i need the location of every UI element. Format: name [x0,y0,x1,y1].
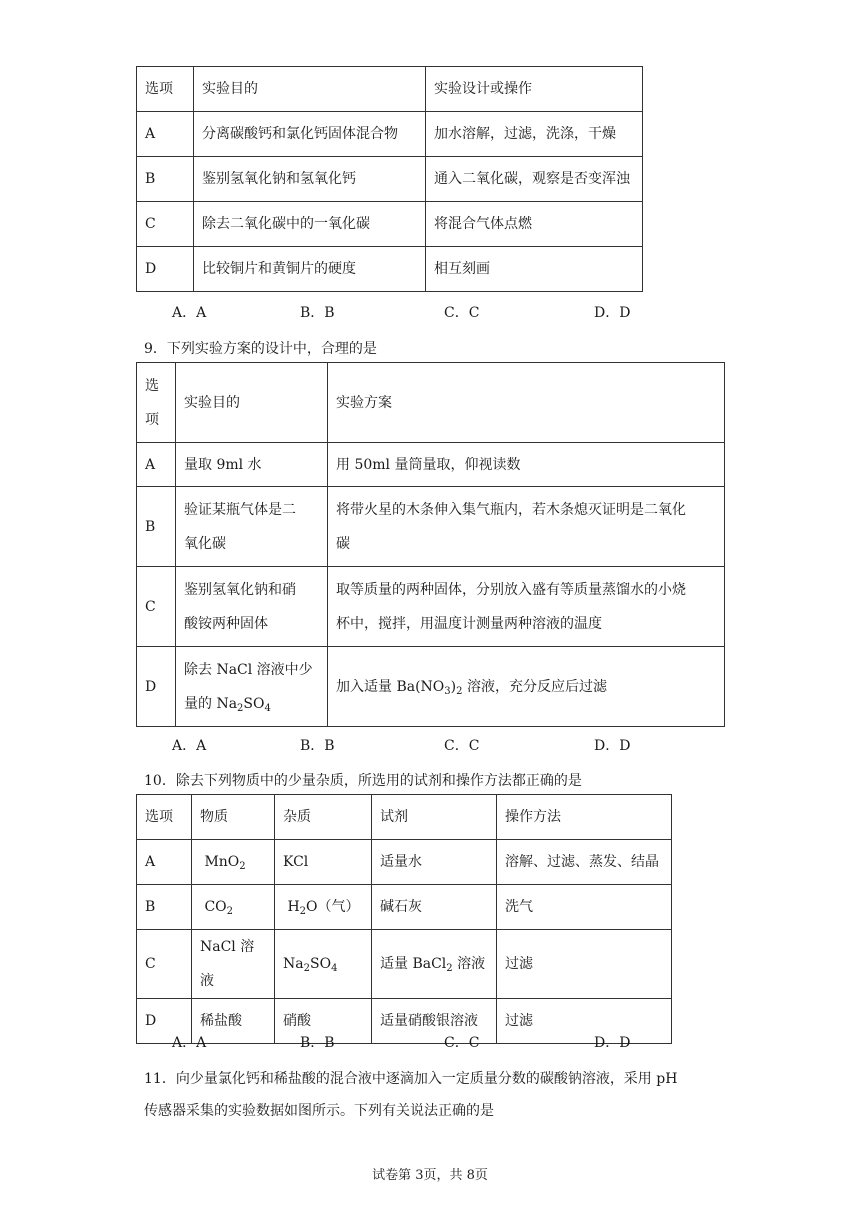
table-cell: 溶解、过滤、蒸发、结晶 [497,840,672,885]
q10-options [0,1032,860,1052]
subscript: 2 [456,685,463,697]
table-row [137,795,672,840]
table-header-cell: 选项 [137,67,194,112]
table-cell: D [137,647,176,727]
table-header-cell: 选 项 [137,363,176,443]
table-header-cell: 杂质 [275,795,372,840]
table-row [137,67,643,112]
subscript: 2 [226,906,234,917]
cell-text: 除去 NaCl 溶液中少 [184,661,313,678]
page-footer: 试卷第 3页，共 8页 [372,1168,488,1183]
table-cell: 分离碳酸钙和氯化钙固体混合物 [194,112,426,157]
cell-text: Na [283,956,304,972]
table-cell: 稀盐酸 [192,999,275,1044]
cell-text: H [287,899,300,915]
table-header-cell: 试剂 [372,795,497,840]
table-cell: A [137,112,194,157]
option-a[interactable]: A．A [172,1035,207,1051]
table-cell [372,930,497,999]
cell-text: O（气） [306,899,360,915]
subscript: 2 [237,702,244,714]
option-d[interactable]: D．D [594,738,631,754]
subscript: 2 [446,963,453,974]
table-cell: C [137,930,192,999]
table-cell: 加水溶解，过滤，洗涤，干燥 [426,112,643,157]
subscript: 2 [299,906,307,917]
table-row [137,443,725,487]
table-row [137,885,672,930]
q10-table [136,794,672,1044]
table-cell: D [137,999,192,1044]
table-header-cell: 实验设计或操作 [426,67,643,112]
q8-table [136,66,643,292]
cell-text: 适量 BaCl [380,956,447,972]
table-cell: A [137,840,192,885]
cell-text: 溶液 [452,956,486,972]
table-cell: C [137,202,194,247]
table-cell: B [137,885,192,930]
table-cell [328,647,725,727]
option-b[interactable]: B．B [300,1035,335,1051]
cell-text: CO [204,899,227,915]
table-cell: KCl [275,840,372,885]
table-cell: 将带火星的木条伸入集气瓶内，若木条熄灭证明是二氧化 碳 [328,487,725,567]
cell-text: 溶液，充分反应后过滤 [462,678,607,695]
cell-text: 量的 Na [184,695,238,712]
table-row [137,647,725,727]
q11-stem-line2: 传感器采集的实验数据如图所示。下列有关说法正确的是 [144,1103,494,1119]
q11-stem-line1: 11．向少量氯化钙和稀盐酸的混合液中逐滴加入一定质量分数的碳酸钠溶液，采用 pH [144,1071,678,1087]
table-header-cell: 选项 [137,795,192,840]
table-cell: 除去二氧化碳中的一氧化碳 [194,202,426,247]
table-cell: 相互刻画 [426,247,643,292]
table-cell: D [137,247,194,292]
table-cell: B [137,487,176,567]
option-d[interactable]: D．D [594,1035,631,1051]
table-row [137,930,672,999]
option-b[interactable]: B．B [300,738,335,754]
subscript: 2 [303,963,310,974]
table-header-cell: 实验目的 [176,363,328,443]
table-cell: C [137,567,176,647]
subscript: 3 [444,685,451,697]
table-row [137,487,725,567]
table-row [137,157,643,202]
table-row [137,567,725,647]
table-cell: 量取 9ml 水 [176,443,328,487]
table-row [137,202,643,247]
option-c[interactable]: C．C [444,305,480,321]
table-cell [192,840,275,885]
option-c[interactable]: C．C [444,1035,480,1051]
table-header-cell: 操作方法 [497,795,672,840]
table-cell: 通入二氧化碳，观察是否变浑浊 [426,157,643,202]
option-a[interactable]: A．A [172,305,207,321]
table-cell: 鉴别氢氧化钠和氢氧化钙 [194,157,426,202]
table-cell: 适量水 [372,840,497,885]
table-row [137,247,643,292]
option-a[interactable]: A．A [172,738,207,754]
table-cell: 鉴别氢氧化钠和硝 酸铵两种固体 [176,567,328,647]
table-header-cell: 物质 [192,795,275,840]
table-cell: 将混合气体点燃 [426,202,643,247]
q9-options [0,735,860,755]
table-cell: 验证某瓶气体是二 氧化碳 [176,487,328,567]
table-cell: 过滤 [497,930,672,999]
q9-stem: 9．下列实验方案的设计中，合理的是 [144,341,377,357]
cell-text: 加入适量 Ba(NO [336,678,445,695]
table-cell [192,885,275,930]
subscript: 2 [239,861,246,872]
table-cell: 洗气 [497,885,672,930]
table-cell: B [137,157,194,202]
table-row [137,112,643,157]
cell-text: ) [450,678,457,695]
cell-text: SO [309,956,332,972]
table-header-cell: 实验方案 [328,363,725,443]
table-row [137,363,725,443]
table-cell: 硝酸 [275,999,372,1044]
table-cell: 碱石灰 [372,885,497,930]
table-cell: 适量硝酸银溶液 [372,999,497,1044]
option-c[interactable]: C．C [444,738,480,754]
cell-text: MnO [204,854,240,870]
q9-table [136,362,725,727]
table-row [137,840,672,885]
table-cell: 比较铜片和黄铜片的硬度 [194,247,426,292]
table-cell: A [137,443,176,487]
table-cell [176,647,328,727]
option-d[interactable]: D．D [594,305,631,321]
q8-options [0,302,860,322]
table-cell: 取等质量的两种固体，分别放入盛有等质量蒸馏水的小烧 杯中，搅拌，用温度计测量两种溶液的温度 [328,567,725,647]
table-cell: NaCl 溶液 [192,930,275,999]
table-cell: 过滤 [497,999,672,1044]
subscript: 4 [264,702,271,714]
subscript: 4 [331,963,338,974]
option-b[interactable]: B．B [300,305,335,321]
table-cell: 用 50ml 量筒量取，仰视读数 [328,443,725,487]
table-cell [275,885,372,930]
table-header-cell: 实验目的 [194,67,426,112]
q10-stem: 10．除去下列物质中的少量杂质，所选用的试剂和操作方法都正确的是 [144,773,582,789]
table-cell [275,930,372,999]
cell-text: SO [243,695,265,712]
